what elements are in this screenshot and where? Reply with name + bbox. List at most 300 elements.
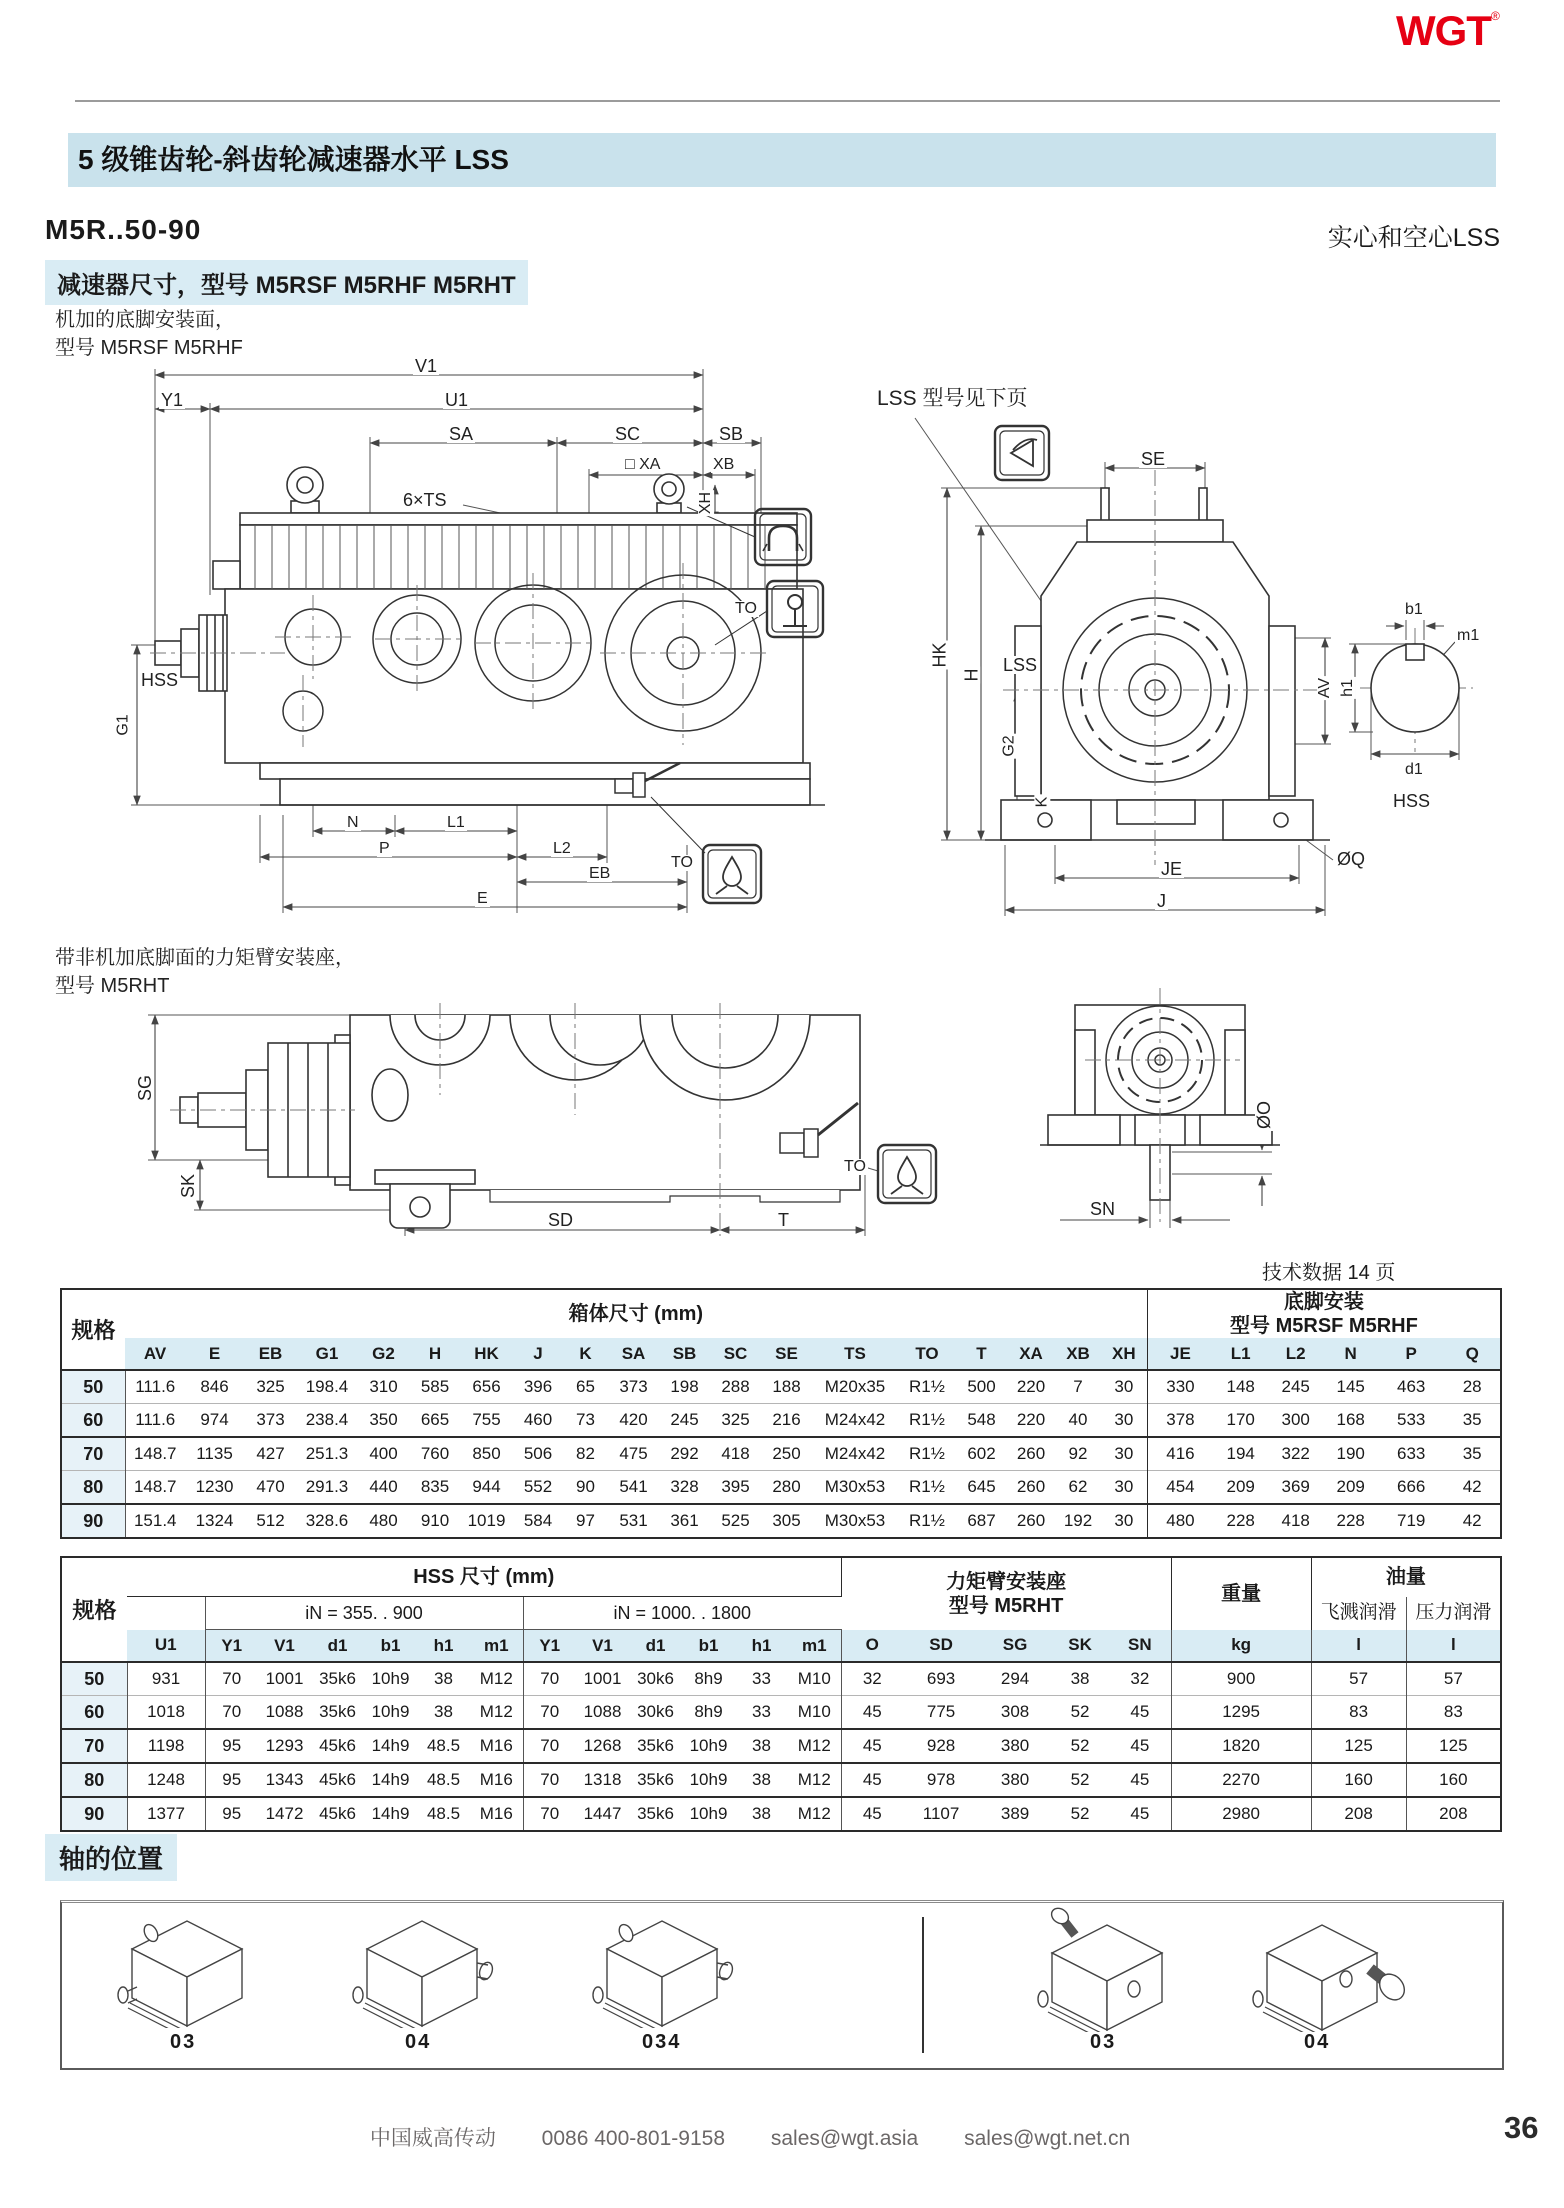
data-cell: 52	[1051, 1763, 1109, 1797]
column-header: U1	[127, 1630, 205, 1663]
oil-splash-header: 飞溅润滑	[1311, 1597, 1406, 1630]
data-cell: 170	[1213, 1404, 1268, 1438]
data-cell: 35	[1444, 1404, 1501, 1438]
data-cell: 45	[841, 1696, 903, 1730]
column-header: T	[956, 1338, 1007, 1370]
spec-cell: 90	[61, 1504, 125, 1538]
data-cell: 45k6	[311, 1763, 364, 1797]
table-row	[61, 1370, 1501, 1404]
data-cell: 322	[1268, 1437, 1323, 1471]
data-cell: 48.5	[417, 1763, 470, 1797]
data-cell: 1447	[576, 1797, 629, 1831]
shaft-position-box	[60, 1900, 1504, 2070]
data-cell: 693	[903, 1662, 979, 1696]
data-cell: 28	[1444, 1370, 1501, 1404]
data-cell: 1248	[127, 1763, 205, 1797]
data-cell: 45	[841, 1797, 903, 1831]
data-cell: 760	[410, 1437, 460, 1471]
data-cell: 470	[244, 1471, 297, 1505]
data-cell: 1324	[185, 1504, 244, 1538]
column-header: O	[841, 1630, 903, 1663]
model-range: M5R..50-90	[45, 214, 202, 245]
data-cell: 1343	[258, 1763, 311, 1797]
data-cell: 974	[185, 1404, 244, 1438]
data-cell: 245	[659, 1404, 710, 1438]
data-cell: 70	[523, 1797, 576, 1831]
column-header-row	[61, 1338, 1501, 1370]
data-cell: 38	[735, 1797, 788, 1831]
data-cell: 14h9	[364, 1797, 417, 1831]
data-cell: 602	[956, 1437, 1007, 1471]
table-row	[61, 1662, 1501, 1696]
column-header: l	[1311, 1630, 1406, 1663]
dim-label-xb: XB	[713, 456, 735, 473]
data-cell: 305	[761, 1504, 812, 1538]
data-cell: 238.4	[297, 1404, 357, 1438]
dim-label-eb: EB	[589, 865, 611, 882]
data-cell: 395	[710, 1471, 761, 1505]
data-cell: 111.6	[125, 1370, 185, 1404]
data-cell: 125	[1311, 1729, 1406, 1763]
wgt-logo: WGT®	[1396, 7, 1499, 54]
data-cell: 418	[710, 1437, 761, 1471]
data-cell: 70	[523, 1763, 576, 1797]
data-cell: 396	[513, 1370, 563, 1404]
data-cell: 548	[956, 1404, 1007, 1438]
data-cell: 32	[1109, 1662, 1171, 1696]
data-cell: R1½	[898, 1437, 956, 1471]
data-cell: 42	[1444, 1504, 1501, 1538]
data-cell: 245	[1268, 1370, 1323, 1404]
torque-arm-end-view-drawing	[1000, 960, 1320, 1260]
data-cell: 531	[608, 1504, 659, 1538]
dim-label-h1: h1	[1338, 679, 1356, 697]
dim-label-sa: SA	[449, 424, 474, 444]
footer-email-1: sales@wgt.asia	[770, 2127, 919, 2150]
data-cell: 369	[1268, 1471, 1323, 1505]
data-cell: 52	[1051, 1729, 1109, 1763]
data-cell: M30x53	[812, 1471, 898, 1505]
column-header: L2	[1268, 1338, 1323, 1370]
dim-label-b1: b1	[1405, 601, 1423, 618]
torque-arm-side-view-drawing	[60, 975, 1000, 1275]
foot-mount-group-header: 底脚安装 型号 M5RSF M5RHF	[1147, 1289, 1501, 1338]
data-cell: 30	[1101, 1471, 1147, 1505]
data-cell: R1½	[898, 1504, 956, 1538]
header-rule	[75, 100, 1500, 102]
column-header: Y1	[523, 1630, 576, 1663]
dim-label-sb: SB	[719, 424, 744, 444]
data-cell: M30x53	[812, 1504, 898, 1538]
data-cell: 42	[1444, 1471, 1501, 1505]
data-cell: 209	[1323, 1471, 1378, 1505]
data-cell: 1001	[576, 1662, 629, 1696]
data-cell: M24x42	[812, 1404, 898, 1438]
tech-data-note: 技术数据 14 页	[1262, 1262, 1396, 1284]
data-cell: 220	[1007, 1404, 1055, 1438]
data-cell: 389	[979, 1797, 1051, 1831]
in-ratio-group-2: iN = 1000. . 1800	[523, 1597, 841, 1630]
table-row	[61, 1437, 1501, 1471]
data-cell: 30k6	[629, 1696, 682, 1730]
data-cell: 228	[1323, 1504, 1378, 1538]
data-cell: 10h9	[682, 1763, 735, 1797]
dim-label-k: K	[1033, 796, 1051, 808]
data-cell: 65	[563, 1370, 608, 1404]
column-header: m1	[788, 1630, 841, 1663]
data-cell: 40	[1055, 1404, 1101, 1438]
data-cell: 427	[244, 1437, 297, 1471]
data-cell: 330	[1147, 1370, 1213, 1404]
front-view-drawing	[55, 345, 845, 920]
data-cell: M16	[470, 1763, 523, 1797]
data-cell: 294	[979, 1662, 1051, 1696]
hss-dimensions-body	[61, 1662, 1501, 1831]
hss-dimensions-table	[60, 1556, 1502, 1832]
data-cell: 14h9	[364, 1729, 417, 1763]
data-cell: 1230	[185, 1471, 244, 1505]
spec-cell: 50	[61, 1662, 127, 1696]
oil-drop-icon	[878, 1145, 936, 1203]
data-cell: 35k6	[311, 1696, 364, 1730]
data-cell: 251.3	[297, 1437, 357, 1471]
dim-label-j: J	[1157, 891, 1166, 911]
data-cell: 910	[410, 1504, 460, 1538]
data-cell: M12	[470, 1696, 523, 1730]
data-cell: 1018	[127, 1696, 205, 1730]
dim-label-xh: XH	[697, 491, 715, 515]
column-header: b1	[682, 1630, 735, 1663]
data-cell: 45	[1109, 1763, 1171, 1797]
column-header: G1	[297, 1338, 357, 1370]
data-cell: 846	[185, 1370, 244, 1404]
torque-arm-note: 带非机加底脚面的力矩臂安装座， 型号 M5RHT	[55, 947, 355, 997]
column-header: V1	[258, 1630, 311, 1663]
dim-label-g1: G1	[114, 714, 132, 736]
data-cell: 525	[710, 1504, 761, 1538]
column-header: d1	[311, 1630, 364, 1663]
data-cell: 70	[523, 1696, 576, 1730]
data-cell: 95	[205, 1729, 258, 1763]
column-header: V1	[576, 1630, 629, 1663]
dim-label-n: N	[347, 814, 359, 831]
shaft-position-title: 轴的位置	[45, 1834, 177, 1881]
shaft-position-diagram-04-hollow	[1242, 1907, 1412, 2032]
data-cell: M10	[788, 1662, 841, 1696]
shaft-position-diagram-04	[342, 1913, 502, 2028]
eye-icon	[995, 426, 1049, 480]
weight-group-header: 重量	[1171, 1557, 1311, 1630]
column-header: JE	[1147, 1338, 1213, 1370]
dim-label-g2: G2	[1000, 735, 1018, 757]
table-row	[61, 1729, 1501, 1763]
dim-label-p: P	[379, 840, 390, 857]
label-lss: LSS	[1003, 655, 1038, 675]
data-cell: 83	[1406, 1696, 1501, 1730]
column-header: XH	[1101, 1338, 1147, 1370]
data-cell: 1377	[127, 1797, 205, 1831]
data-cell: 533	[1378, 1404, 1444, 1438]
data-cell: 475	[608, 1437, 659, 1471]
oil-pressure-header: 压力润滑	[1406, 1597, 1501, 1630]
hss-dimensions-table-wrap	[60, 1556, 1502, 1832]
dim-label-h: H	[961, 668, 982, 682]
data-cell: 1472	[258, 1797, 311, 1831]
data-cell: 192	[1055, 1504, 1101, 1538]
column-header: Q	[1444, 1338, 1501, 1370]
data-cell: 480	[1147, 1504, 1213, 1538]
dim-label-oo: ØO	[1254, 1100, 1275, 1130]
column-header: Y1	[205, 1630, 258, 1663]
data-cell: 260	[1007, 1437, 1055, 1471]
data-cell: 208	[1311, 1797, 1406, 1831]
data-cell: 687	[956, 1504, 1007, 1538]
housing-dimensions-table-wrap	[60, 1288, 1502, 1539]
data-cell: 10h9	[364, 1696, 417, 1730]
data-cell: 260	[1007, 1471, 1055, 1505]
shaft-position-label: 04	[1304, 2031, 1331, 2053]
data-cell: 928	[903, 1729, 979, 1763]
data-cell: 1318	[576, 1763, 629, 1797]
spec-cell: 80	[61, 1763, 127, 1797]
data-cell: 48.5	[417, 1797, 470, 1831]
spec-cell: 60	[61, 1404, 125, 1438]
data-cell: 944	[460, 1471, 513, 1505]
data-cell: 1293	[258, 1729, 311, 1763]
housing-dimensions-body	[61, 1370, 1501, 1538]
data-cell: 900	[1171, 1662, 1311, 1696]
column-header: E	[185, 1338, 244, 1370]
data-cell: 7	[1055, 1370, 1101, 1404]
data-cell: M24x42	[812, 1437, 898, 1471]
spec-cell: 60	[61, 1696, 127, 1730]
data-cell: 400	[357, 1437, 410, 1471]
data-cell: 8h9	[682, 1662, 735, 1696]
data-cell: 33	[735, 1696, 788, 1730]
data-cell: 35	[1444, 1437, 1501, 1471]
dim-label-l2: L2	[553, 840, 571, 857]
data-cell: 148.7	[125, 1471, 185, 1505]
data-cell: 125	[1406, 1729, 1501, 1763]
end-view-art	[855, 340, 1505, 940]
data-cell: 300	[1268, 1404, 1323, 1438]
data-cell: 454	[1147, 1471, 1213, 1505]
page-title: 5 级锥齿轮-斜齿轮减速器水平 LSS	[78, 144, 509, 175]
data-cell: 288	[710, 1370, 761, 1404]
torque-arm-side-art	[60, 975, 1000, 1275]
table-row	[61, 1797, 1501, 1831]
data-cell: 209	[1213, 1471, 1268, 1505]
data-cell: 45	[1109, 1696, 1171, 1730]
spec-header: 规格	[61, 1289, 125, 1370]
data-cell: 291.3	[297, 1471, 357, 1505]
data-cell: 70	[205, 1696, 258, 1730]
data-cell: 1107	[903, 1797, 979, 1831]
dim-label-sn: SN	[1090, 1199, 1116, 1219]
data-cell: M12	[788, 1729, 841, 1763]
oil-group-header: 油量	[1311, 1557, 1501, 1597]
data-cell: 73	[563, 1404, 608, 1438]
data-cell: 656	[460, 1370, 513, 1404]
data-cell: 666	[1378, 1471, 1444, 1505]
dim-label-m1: m1	[1457, 627, 1480, 644]
column-header-row-2	[61, 1630, 1501, 1663]
data-cell: 308	[979, 1696, 1051, 1730]
data-cell: 32	[841, 1662, 903, 1696]
data-cell: 90	[563, 1471, 608, 1505]
data-cell: M20x35	[812, 1370, 898, 1404]
data-cell: 380	[979, 1729, 1051, 1763]
housing-dims-group-header: 箱体尺寸 (mm)	[125, 1289, 1147, 1338]
dim-label-av: AV	[1316, 677, 1334, 699]
column-header: EB	[244, 1338, 297, 1370]
data-cell: 378	[1147, 1404, 1213, 1438]
data-cell: 328.6	[297, 1504, 357, 1538]
data-cell: 30	[1101, 1404, 1147, 1438]
data-cell: 148.7	[125, 1437, 185, 1471]
shaft-position-divider	[922, 1917, 924, 2053]
data-cell: 33	[735, 1662, 788, 1696]
dim-label-hk: HK	[929, 642, 950, 668]
data-cell: 2270	[1171, 1763, 1311, 1797]
data-cell: 45k6	[311, 1797, 364, 1831]
data-cell: 440	[357, 1471, 410, 1505]
data-cell: 228	[1213, 1504, 1268, 1538]
data-cell: 1135	[185, 1437, 244, 1471]
dim-label-u1: U1	[445, 390, 469, 410]
column-header: P	[1378, 1338, 1444, 1370]
data-cell: 48.5	[417, 1729, 470, 1763]
spec-header-2: 规格	[61, 1557, 127, 1662]
section-title-bar	[68, 133, 1496, 187]
data-cell: 325	[244, 1370, 297, 1404]
data-cell: 57	[1311, 1662, 1406, 1696]
shaft-type-note: 实心和空心LSS	[1327, 224, 1500, 252]
data-cell: 1820	[1171, 1729, 1311, 1763]
data-cell: 633	[1378, 1437, 1444, 1471]
data-cell: 95	[205, 1797, 258, 1831]
data-cell: 160	[1406, 1763, 1501, 1797]
spec-cell: 70	[61, 1437, 125, 1471]
data-cell: 373	[608, 1370, 659, 1404]
end-view-drawing	[855, 340, 1505, 940]
data-cell: 1001	[258, 1662, 311, 1696]
data-cell: M16	[470, 1729, 523, 1763]
data-cell: 45	[1109, 1797, 1171, 1831]
data-cell: M10	[788, 1696, 841, 1730]
data-cell: 1019	[460, 1504, 513, 1538]
data-cell: 541	[608, 1471, 659, 1505]
data-cell: 14h9	[364, 1763, 417, 1797]
dim-label-e: E	[477, 890, 488, 907]
column-header: m1	[470, 1630, 523, 1663]
data-cell: 292	[659, 1437, 710, 1471]
column-header: d1	[629, 1630, 682, 1663]
shaft-position-diagram-034	[582, 1913, 742, 2028]
column-header: XA	[1007, 1338, 1055, 1370]
dim-label-sg: SG	[135, 1074, 156, 1102]
data-cell: 280	[761, 1471, 812, 1505]
u1-spacer	[127, 1597, 205, 1630]
table-row	[61, 1696, 1501, 1730]
footer-company: 中国威高传动	[369, 2127, 496, 2150]
column-header: H	[410, 1338, 460, 1370]
machined-foot-note: 机加的底脚安装面， 型号 M5RSF M5RHF	[55, 309, 243, 359]
data-cell: 463	[1378, 1370, 1444, 1404]
hss-group-header: HSS 尺寸 (mm)	[127, 1557, 841, 1597]
data-cell: 1268	[576, 1729, 629, 1763]
dim-label-ts: 6×TS	[403, 490, 447, 510]
data-cell: M12	[788, 1763, 841, 1797]
data-cell: 220	[1007, 1370, 1055, 1404]
data-cell: M12	[470, 1662, 523, 1696]
table-row	[61, 1763, 1501, 1797]
dim-label-se: SE	[1141, 449, 1166, 469]
table-row	[61, 1471, 1501, 1505]
data-cell: 208	[1406, 1797, 1501, 1831]
column-header: TS	[812, 1338, 898, 1370]
column-header: SD	[903, 1630, 979, 1663]
data-cell: M16	[470, 1797, 523, 1831]
table-row	[61, 1504, 1501, 1538]
data-cell: 350	[357, 1404, 410, 1438]
shaft-position-label: 03	[1090, 2031, 1117, 2053]
data-cell: 45	[841, 1763, 903, 1797]
data-cell: M12	[788, 1797, 841, 1831]
data-cell: 1088	[258, 1696, 311, 1730]
dim-label-xa: □ XA	[625, 456, 661, 473]
data-cell: 835	[410, 1471, 460, 1505]
dim-label-to2: TO	[671, 854, 693, 871]
column-header: h1	[417, 1630, 470, 1663]
data-cell: 310	[357, 1370, 410, 1404]
dim-label-y1: Y1	[161, 390, 184, 410]
column-header: XB	[1055, 1338, 1101, 1370]
dim-label-je: JE	[1161, 859, 1183, 879]
column-header: SA	[608, 1338, 659, 1370]
column-header: b1	[364, 1630, 417, 1663]
data-cell: 151.4	[125, 1504, 185, 1538]
column-header: AV	[125, 1338, 185, 1370]
data-cell: 645	[956, 1471, 1007, 1505]
data-cell: 70	[205, 1662, 258, 1696]
data-cell: R1½	[898, 1404, 956, 1438]
data-cell: 416	[1147, 1437, 1213, 1471]
data-cell: 194	[1213, 1437, 1268, 1471]
data-cell: 755	[460, 1404, 513, 1438]
spec-cell: 50	[61, 1370, 125, 1404]
data-cell: 70	[523, 1662, 576, 1696]
data-cell: 584	[513, 1504, 563, 1538]
data-cell: 1198	[127, 1729, 205, 1763]
data-cell: 35k6	[629, 1763, 682, 1797]
dim-label-oq: ØQ	[1337, 849, 1366, 869]
data-cell: 52	[1051, 1797, 1109, 1831]
data-cell: 38	[1051, 1662, 1109, 1696]
data-cell: R1½	[898, 1370, 956, 1404]
dim-label-t: T	[778, 1210, 789, 1230]
lss-see-next-page-note: LSS 型号见下页	[877, 387, 1028, 410]
data-cell: 45	[1109, 1729, 1171, 1763]
data-cell: 35k6	[311, 1662, 364, 1696]
data-cell: 380	[979, 1763, 1051, 1797]
data-cell: 328	[659, 1471, 710, 1505]
data-cell: 38	[417, 1696, 470, 1730]
data-cell: 190	[1323, 1437, 1378, 1471]
data-cell: 83	[1311, 1696, 1406, 1730]
data-cell: 145	[1323, 1370, 1378, 1404]
data-cell: 361	[659, 1504, 710, 1538]
